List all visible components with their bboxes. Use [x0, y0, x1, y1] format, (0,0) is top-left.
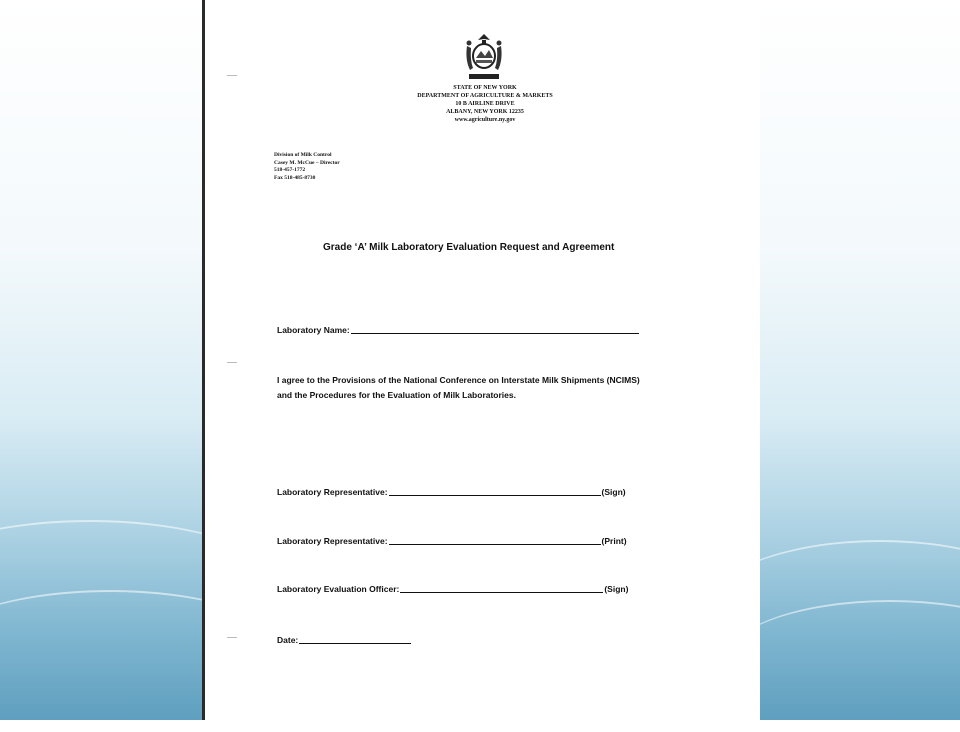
- division-line: Fax 518-485-8730: [274, 174, 316, 181]
- field-label: Date:: [277, 635, 299, 645]
- margin-mark: [227, 637, 237, 638]
- division-line: Division of Milk Control: [274, 152, 332, 158]
- margin-mark: [227, 75, 237, 76]
- state-seal-icon: [461, 32, 507, 82]
- agreement-line: and the Procedures for the Evaluation of Milk Laboratories.: [277, 390, 516, 400]
- division-line: 518-457-1772: [274, 167, 306, 173]
- field-label: Laboratory Representative:: [277, 536, 388, 546]
- form-title: Grade ‘A’ Milk Laboratory Evaluation Request and Agreement: [323, 242, 615, 253]
- officer-sign-blank[interactable]: [400, 583, 603, 593]
- letterhead-line: www.agriculture.ny.gov: [454, 117, 516, 123]
- field-label: Laboratory Name:: [277, 325, 350, 335]
- agreement-line: I agree to the Provisions of the National Conference on Interstate Milk Shipments (NCIMS): [277, 375, 640, 385]
- agreement-text: [277, 373, 640, 403]
- date-blank[interactable]: [299, 634, 411, 644]
- slide-background-right: [760, 0, 960, 720]
- form-document: [202, 0, 760, 720]
- field-suffix: (Sign): [601, 487, 626, 497]
- lab-name-blank[interactable]: [351, 324, 639, 334]
- letterhead-line: STATE OF NEW YORK: [453, 85, 517, 91]
- rep-sign-blank[interactable]: [389, 486, 601, 496]
- slide-background-left: [0, 0, 202, 720]
- field-label: Laboratory Evaluation Officer:: [277, 584, 400, 594]
- field-suffix: (Sign): [604, 584, 629, 594]
- lab-name-field[interactable]: [277, 324, 640, 335]
- rep-print-field[interactable]: [277, 535, 627, 546]
- letterhead-line: ALBANY, NEW YORK 12235: [446, 109, 524, 115]
- rep-print-blank[interactable]: [389, 535, 601, 545]
- field-label: Laboratory Representative:: [277, 487, 388, 497]
- margin-mark: [227, 362, 237, 363]
- field-suffix: (Print): [601, 536, 627, 546]
- letterhead: [355, 84, 615, 124]
- officer-sign-field[interactable]: [277, 583, 628, 594]
- division-line: Casey M. McCue – Director: [274, 159, 340, 166]
- division-block: [274, 152, 340, 182]
- letterhead-line: 10 B AIRLINE DRIVE: [455, 101, 515, 107]
- date-field[interactable]: [277, 634, 412, 645]
- rep-sign-field[interactable]: [277, 486, 626, 497]
- letterhead-line: DEPARTMENT OF AGRICULTURE & MARKETS: [417, 93, 553, 99]
